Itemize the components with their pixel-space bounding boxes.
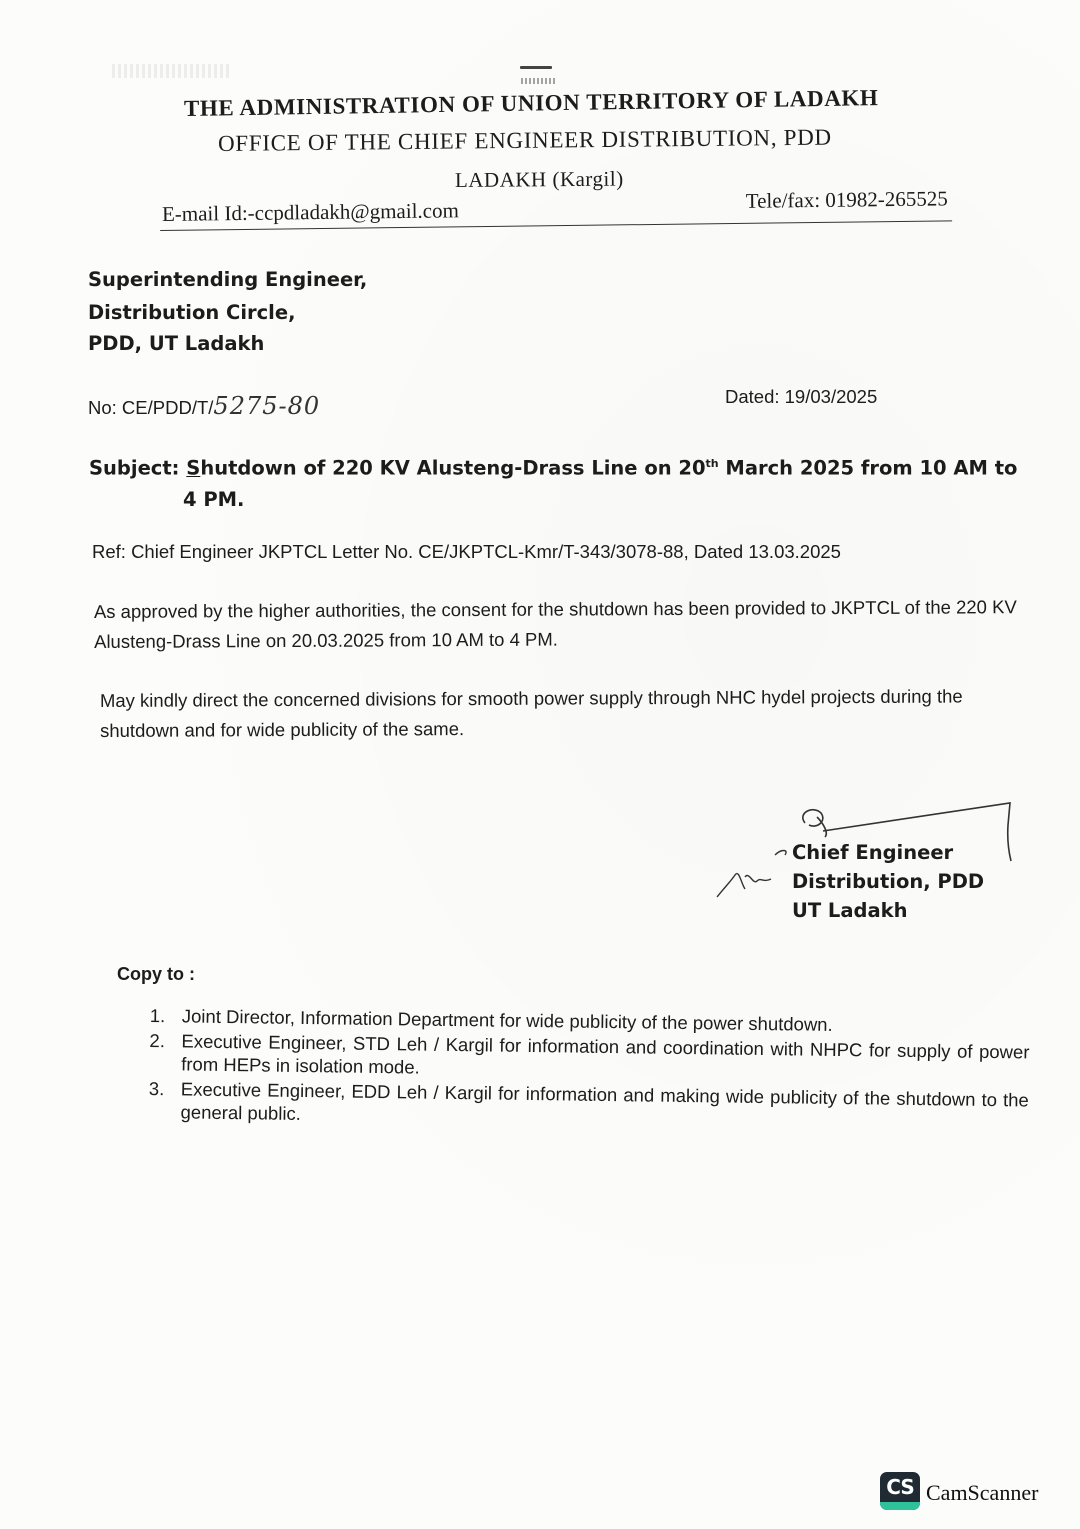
signature-block xyxy=(792,838,984,925)
telefax-text: Tele/fax: 01982-265525 xyxy=(745,186,948,213)
faded-stamp-mark xyxy=(112,64,232,78)
letterhead-title: THE ADMINISTRATION OF UNION TERRITORY OF LADAKH xyxy=(183,85,879,121)
letter-number-prefix: No: CE/PDD/T/ xyxy=(88,397,214,418)
copy-to-text: Executive Engineer, STD Leh / Kargil for information and coordination with NHPC for supply of power from HEPs in isolation mode. xyxy=(181,1030,1030,1078)
addressee-line: PDD, UT Ladakh xyxy=(88,332,265,355)
emblem-icon xyxy=(515,64,565,92)
copy-to-label: Copy to : xyxy=(117,964,195,984)
signatory-department: Distribution, PDD xyxy=(792,870,985,893)
camscanner-logo-icon xyxy=(880,1472,920,1510)
copy-to-text: Joint Director, Information Department for wide publicity of the power shutdown. xyxy=(181,1005,833,1035)
letterhead-contact xyxy=(160,186,952,231)
letter-date: Dated: 19/03/2025 xyxy=(725,386,878,407)
subject-first-letter: S xyxy=(186,456,201,480)
letterhead-location: LADAKH (Kargil) xyxy=(454,166,624,192)
addressee-line: Distribution Circle, xyxy=(88,301,296,324)
reference-line: Ref: Chief Engineer JKPTCL Letter No. CE/JKPTCL-Kmr/T-343/3078-88, Dated 13.03.2025 xyxy=(92,541,841,562)
signatory-region: UT Ladakh xyxy=(792,899,908,922)
body-paragraph: As approved by the higher authorities, the consent for the shutdown has been provided to JKPTCL of the 220 KV Alusteng-Drass Line on 20.03.2025 from 10 AM to 4 PM. xyxy=(93,596,1017,652)
subject-text-a: hutdown of 220 KV Alusteng-Drass Line on 20 xyxy=(200,456,706,480)
camscanner-watermark: CamScanner xyxy=(926,1480,1039,1505)
body-paragraph: May kindly direct the concerned divisions for smooth power supply through NHC hydel projects during the shutdown and for wide publicity of the same. xyxy=(99,685,963,741)
subject-continuation: 4 PM. xyxy=(183,487,245,511)
email-text: E-mail Id:-ccpdladakh@gmail.com xyxy=(161,198,460,226)
copy-to-number: 3. xyxy=(148,1077,165,1100)
letter-number-handwritten: 5275-80 xyxy=(213,392,321,420)
subject-sup: th xyxy=(705,457,719,470)
copy-to-number: 2. xyxy=(149,1029,166,1052)
copy-to-list xyxy=(148,1004,1030,1137)
copy-to-item xyxy=(148,1077,1029,1135)
copy-to-text: Executive Engineer, EDD Leh / Kargil for information and making wide publicity of the shutdown to the general public. xyxy=(180,1078,1029,1124)
signatory-title: Chief Engineer xyxy=(792,841,954,864)
addressee-line: Superintending Engineer, xyxy=(88,268,368,291)
letter-number xyxy=(88,392,320,420)
subject-label: Subject: xyxy=(89,456,180,480)
copy-to-number: 1. xyxy=(149,1004,166,1027)
letterhead-office: OFFICE OF THE CHIEF ENGINEER DISTRIBUTION, PDD xyxy=(217,124,832,156)
subject-line xyxy=(89,448,1039,515)
camscanner-badge-text: CS xyxy=(886,1475,914,1499)
subject-text-b: March 2025 from 10 AM to xyxy=(718,456,1018,480)
